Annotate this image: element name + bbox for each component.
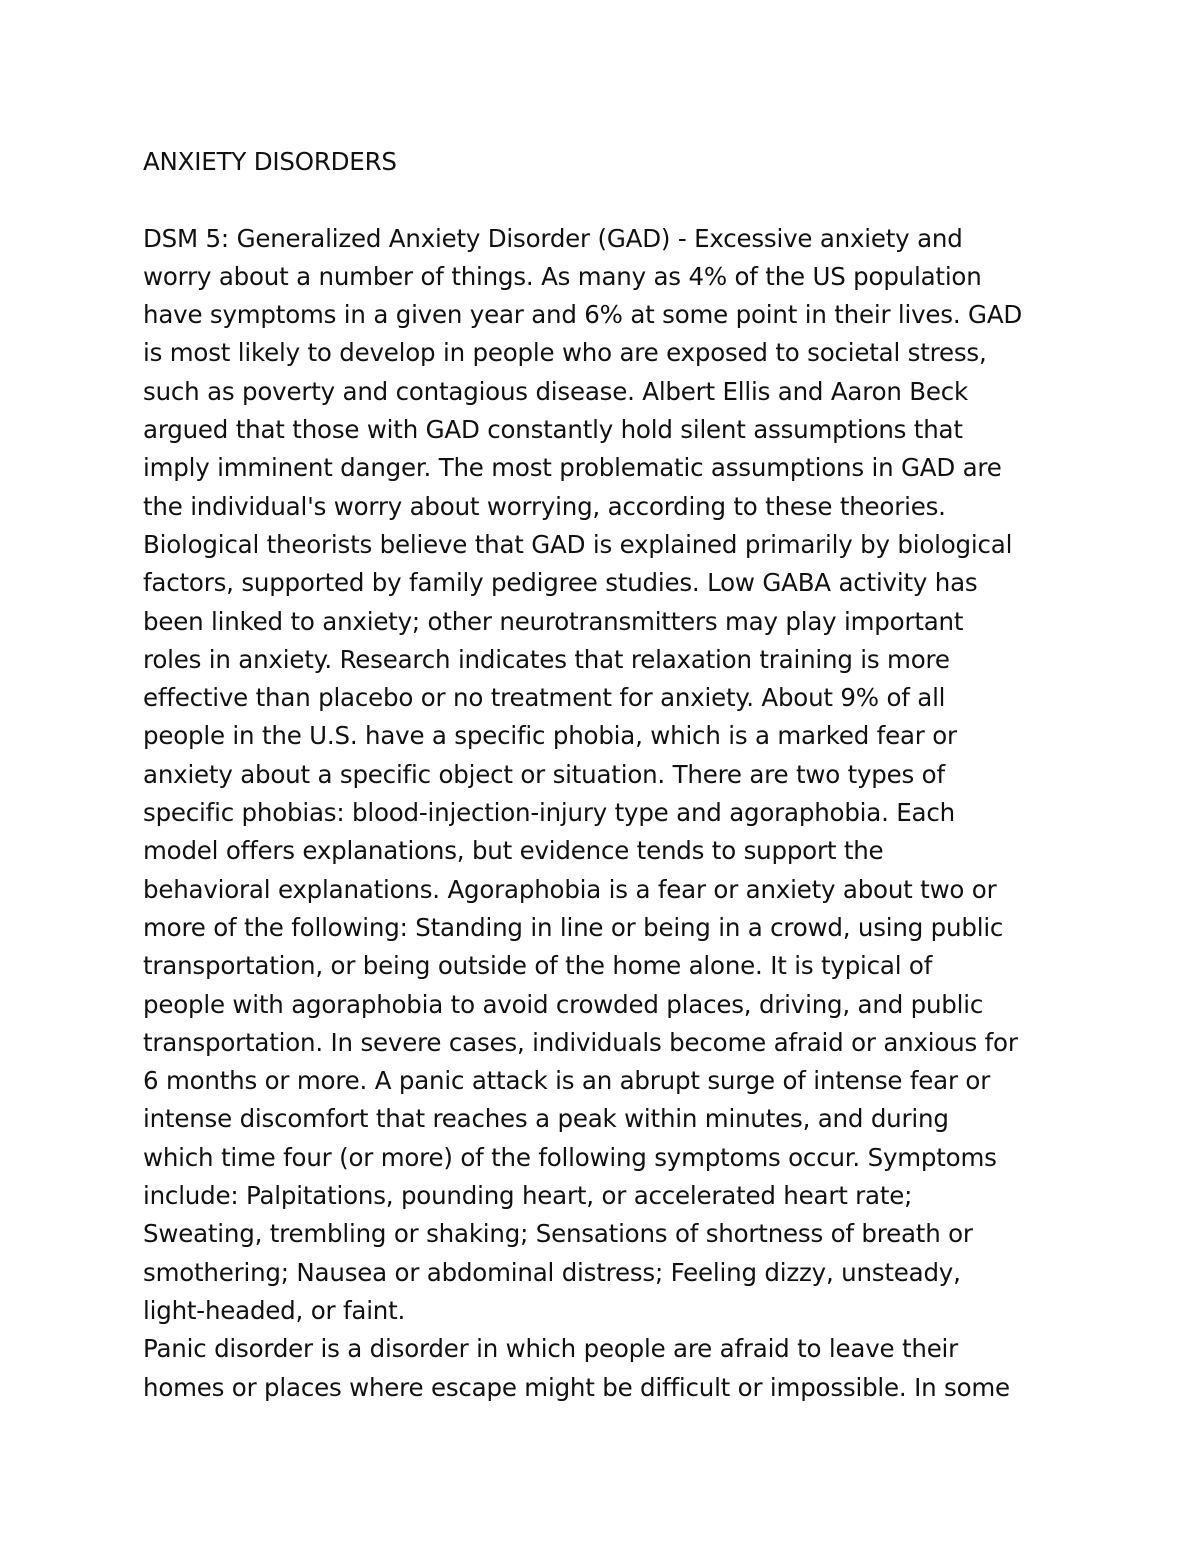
text-line: homes or places where escape might be difficult or impossible. In some — [143, 1372, 1010, 1402]
text-line: is most likely to develop in people who are exposed to societal stress, — [143, 338, 987, 368]
text-line: have symptoms in a given year and 6% at some point in their lives. GAD — [143, 300, 1023, 330]
text-line: intense discomfort that reaches a peak within minutes, and during — [143, 1104, 949, 1134]
text-line: the individual's worry about worrying, according to these theories. — [143, 491, 946, 521]
text-line: imply imminent danger. The most problematic assumptions in GAD are — [143, 453, 1002, 483]
text-line: Panic disorder is a disorder in which people are afraid to leave their — [143, 1334, 959, 1364]
text-line: DSM 5: Generalized Anxiety Disorder (GAD) - Excessive anxiety and — [143, 223, 963, 253]
title-spacer — [143, 181, 1083, 219]
text-line: include: Palpitations, pounding heart, or accelerated heart rate; — [143, 1181, 913, 1211]
text-line: anxiety about a specific object or situation. There are two types of — [143, 759, 945, 789]
text-line: Sweating, trembling or shaking; Sensations of shortness of breath or — [143, 1219, 973, 1249]
text-line: 6 months or more. A panic attack is an abrupt surge of intense fear or — [143, 1066, 991, 1096]
text-line: behavioral explanations. Agoraphobia is a fear or anxiety about two or — [143, 874, 997, 904]
text-line: worry about a number of things. As many as 4% of the US population — [143, 261, 982, 291]
text-line: Biological theorists believe that GAD is explained primarily by biological — [143, 529, 1013, 559]
text-line: people with agoraphobia to avoid crowded places, driving, and public — [143, 989, 984, 1019]
document-title: ANXIETY DISORDERS — [143, 147, 397, 176]
text-line: transportation, or being outside of the home alone. It is typical of — [143, 951, 933, 981]
text-line: such as poverty and contagious disease. Albert Ellis and Aaron Beck — [143, 376, 969, 406]
document-body — [143, 143, 1083, 1407]
text-line: roles in anxiety. Research indicates that relaxation training is more — [143, 644, 950, 674]
text-line: been linked to anxiety; other neurotransmitters may play important — [143, 606, 964, 636]
text-line: more of the following: Standing in line or being in a crowd, using public — [143, 912, 1004, 942]
text-line: argued that those with GAD constantly hold silent assumptions that — [143, 415, 963, 445]
text-line: light-headed, or faint. — [143, 1295, 406, 1325]
text-line: effective than placebo or no treatment for anxiety. About 9% of all — [143, 683, 946, 713]
text-line: transportation. In severe cases, individuals become afraid or anxious for — [143, 1027, 1018, 1057]
text-line: model offers explanations, but evidence tends to support the — [143, 836, 884, 866]
text-line: smothering; Nausea or abdominal distress; Feeling dizzy, unsteady, — [143, 1257, 961, 1287]
text-line: people in the U.S. have a specific phobia, which is a marked fear or — [143, 721, 957, 751]
text-line: which time four (or more) of the following symptoms occur. Symptoms — [143, 1142, 997, 1172]
text-line: specific phobias: blood-injection-injury type and agoraphobia. Each — [143, 798, 955, 828]
text-line: factors, supported by family pedigree studies. Low GABA activity has — [143, 568, 978, 598]
paragraph-block — [143, 220, 1083, 1407]
